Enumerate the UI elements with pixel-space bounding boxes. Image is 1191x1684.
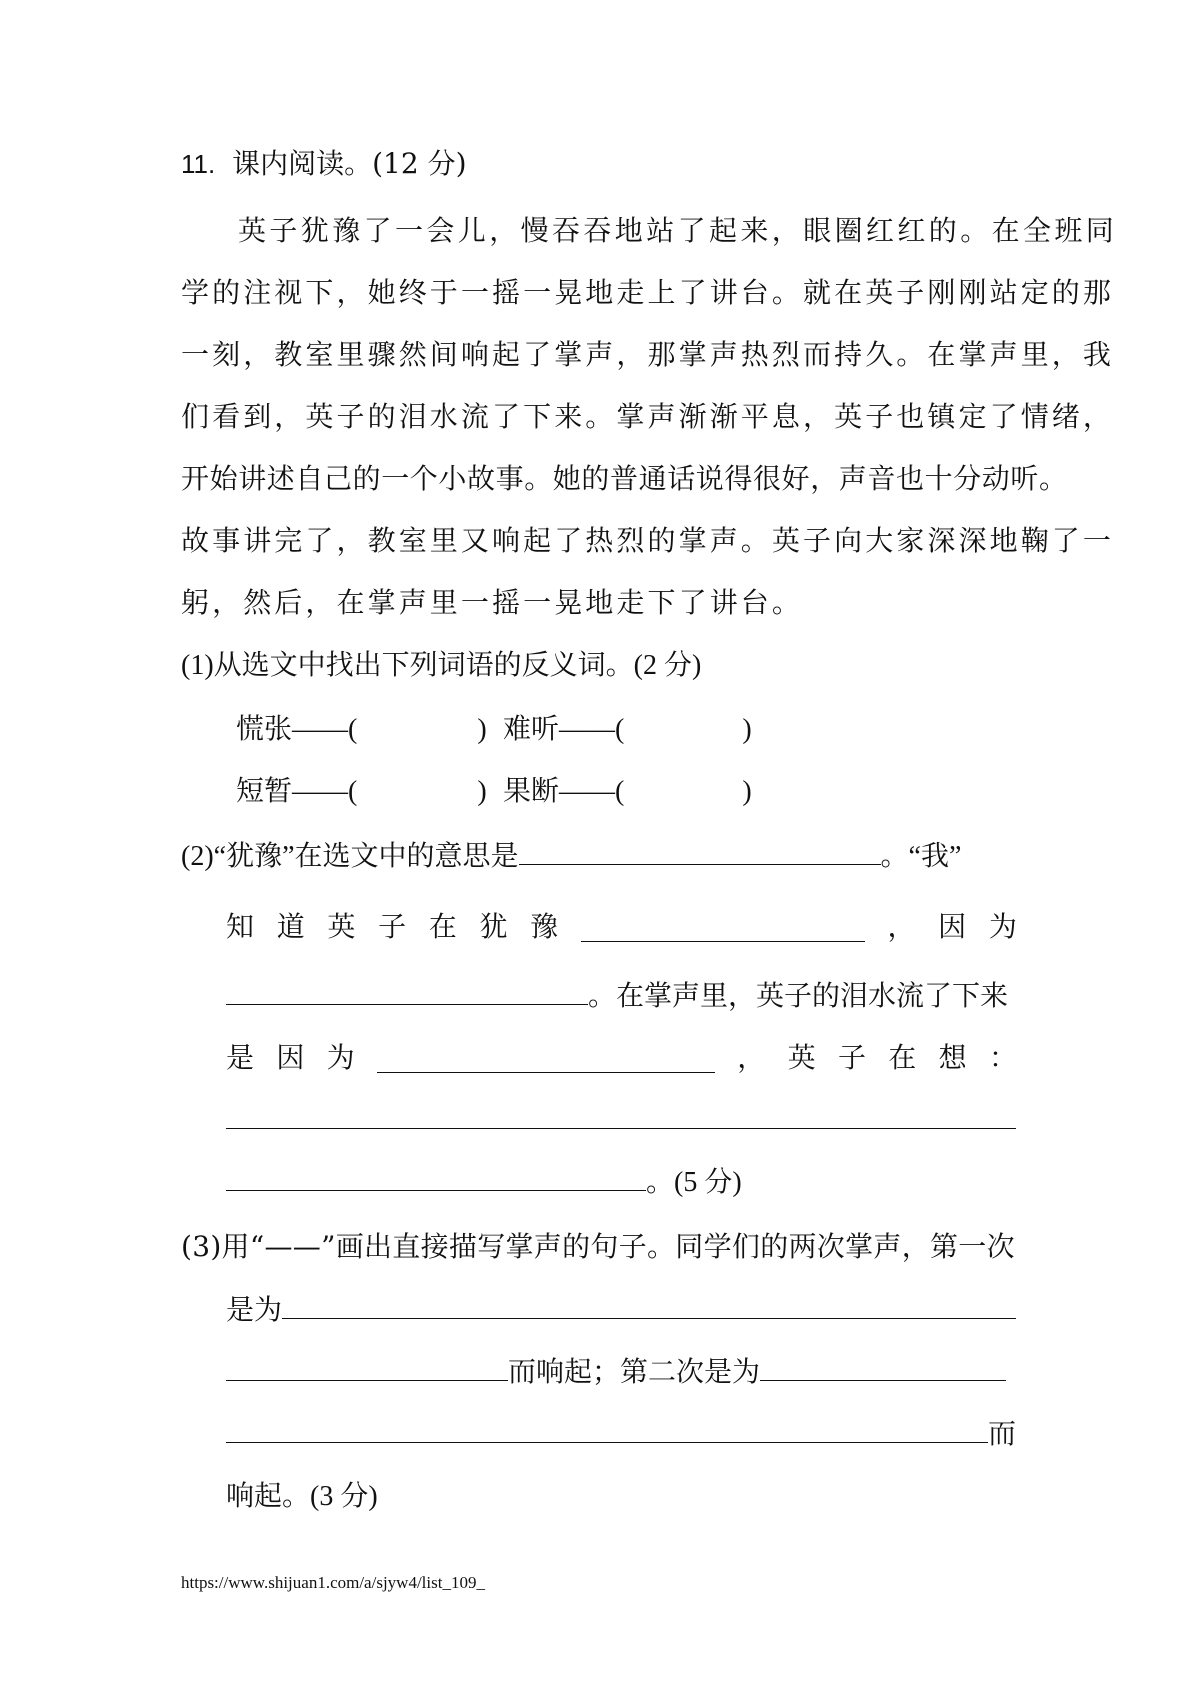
q2-line-5 <box>226 1100 1016 1140</box>
antonym-item <box>503 710 752 750</box>
answer-blank[interactable] <box>377 1044 715 1073</box>
q2-line-4 <box>226 1038 1017 1078</box>
antonym-word: 难听——( <box>503 714 625 745</box>
antonym-close: ) <box>477 714 487 745</box>
q3-line-3 <box>226 1352 1006 1392</box>
text-char: 豫 <box>530 910 559 943</box>
text-char: 想 <box>938 1041 967 1074</box>
question-heading <box>181 144 467 184</box>
antonym-close: ) <box>742 714 752 745</box>
q2-line-1 <box>181 836 961 877</box>
passage-line: 躬，然后，在掌声里一摇一晃地走下了讲台。 <box>181 586 804 619</box>
answer-blank[interactable] <box>581 913 865 942</box>
q3-line-1: (3)用“——”画出直接描写掌声的句子。同学们的两次掌声，第一次 <box>181 1230 1015 1263</box>
text-char: ， <box>737 1041 766 1074</box>
antonym-word: 慌张——( <box>236 714 358 745</box>
q3-line-2 <box>226 1290 1016 1330</box>
antonym-close: ) <box>742 776 752 807</box>
antonym-item <box>236 710 496 750</box>
q3-line-4 <box>226 1414 1016 1454</box>
text-char: 英 <box>327 910 356 943</box>
antonym-word: 果断——( <box>503 776 625 807</box>
passage-line: 一刻，教室里骤然间响起了掌声，那掌声热烈而持久。在掌声里，我 <box>181 338 1115 371</box>
text-char: 在 <box>888 1041 917 1074</box>
text-char: 犹 <box>479 910 508 943</box>
text-char: 道 <box>276 910 305 943</box>
text-char: 为 <box>326 1041 355 1074</box>
answer-blank[interactable] <box>760 1352 1006 1381</box>
text-char: ： <box>988 1041 1017 1074</box>
q2-line-3 <box>226 976 1008 1016</box>
text-char: 子 <box>378 910 407 943</box>
q2-line-2 <box>226 907 1017 947</box>
antonym-close: ) <box>477 776 487 807</box>
text-char: 子 <box>837 1041 866 1074</box>
answer-blank[interactable] <box>226 1100 1016 1129</box>
answer-blank[interactable] <box>226 976 588 1005</box>
passage-line: 开始讲述自己的一个小故事。她的普通话说得很好，声音也十分动听。 <box>181 462 1068 495</box>
q2-line-3-text: 。在掌声里，英子的泪水流了下来 <box>588 979 1009 1012</box>
antonym-word: 短暂——( <box>236 776 358 807</box>
text-char: 是 <box>226 1041 255 1074</box>
footer-url: https://www.shijuan1.com/a/sjyw4/list_109_ <box>181 1573 485 1592</box>
text-char: 因 <box>938 910 967 943</box>
q1-prompt: (1)从选文中找出下列词语的反义词。(2 分) <box>181 650 702 681</box>
passage-line: 故事讲完了，教室里又响起了热烈的掌声。英子向大家深深地鞠了一 <box>181 524 1115 557</box>
passage-line: 英子犹豫了一会儿，慢吞吞地站了起来，眼圈红红的。在全班同 <box>238 214 1118 247</box>
antonym-row <box>236 710 752 750</box>
passage-line: 们看到，英子的泪水流了下来。掌声渐渐平息，英子也镇定了情绪， <box>181 400 1115 433</box>
text-char: 为 <box>988 910 1017 943</box>
question-number: 11. <box>181 149 216 179</box>
q2-line-6 <box>226 1162 742 1203</box>
answer-blank[interactable] <box>226 1352 508 1381</box>
q3-line-4-text: 而 <box>988 1417 1017 1450</box>
q3-line-2-text: 是为 <box>226 1293 283 1326</box>
text-char: 因 <box>276 1041 305 1074</box>
answer-blank[interactable] <box>282 1290 1016 1319</box>
q3-line-3-text: 而响起；第二次是为 <box>508 1355 761 1388</box>
antonym-item <box>503 772 752 812</box>
q2-score: 。(5 分) <box>646 1167 742 1198</box>
answer-blank[interactable] <box>226 1162 646 1191</box>
q2-prompt: (2)“犹豫”在选文中的意思是 <box>181 841 519 872</box>
text-char: 英 <box>787 1041 816 1074</box>
antonym-row <box>236 772 752 812</box>
question-title: 课内阅读。(12 分) <box>232 147 467 180</box>
text-char: 在 <box>428 910 457 943</box>
answer-blank[interactable] <box>519 836 881 865</box>
q2-prompt-end: 。“我” <box>880 841 962 872</box>
answer-blank[interactable] <box>226 1414 988 1443</box>
antonym-item <box>236 772 496 812</box>
q3-line-5: 响起。(3 分) <box>226 1481 378 1512</box>
passage-line: 学的注视下，她终于一摇一晃地走上了讲台。就在英子刚刚站定的那 <box>181 276 1115 309</box>
text-char: ， <box>887 910 916 943</box>
text-char: 知 <box>226 910 255 943</box>
